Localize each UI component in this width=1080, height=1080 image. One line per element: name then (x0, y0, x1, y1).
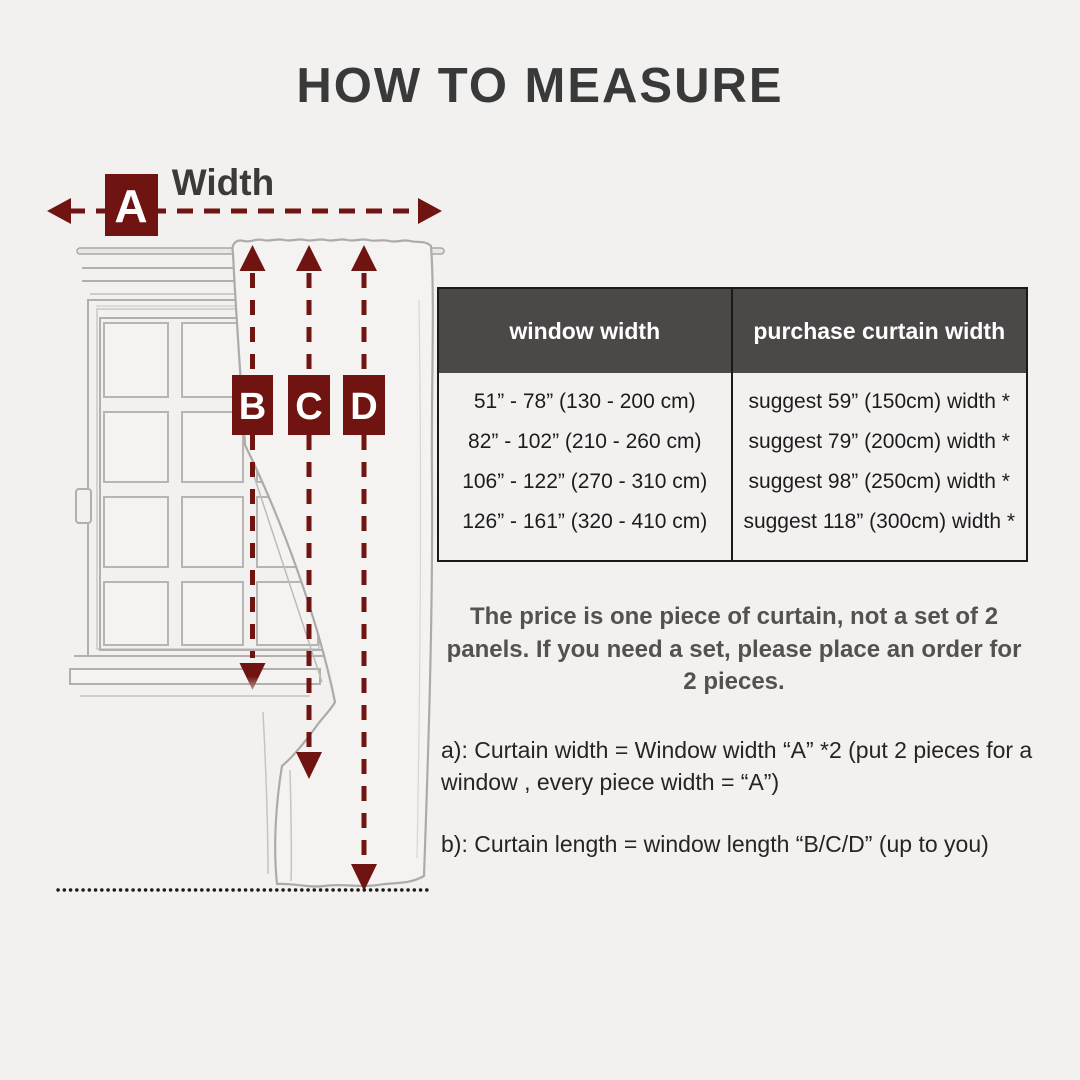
measure-notes (441, 735, 1041, 861)
price-note: The price is one piece of curtain, not a set of 2 panels. If you need a set, please place an order for 2 pieces. (446, 603, 1022, 695)
header-window-width: window width (439, 289, 733, 373)
table-cell: 106” - 122” (270 - 310 cm) (462, 470, 708, 493)
table-cell: 51” - 78” (130 - 200 cm) (473, 390, 696, 413)
size-table (437, 287, 1028, 562)
note-curtain-length: b): Curtain length = window length “B/C/D” (up to you) (441, 831, 989, 857)
table-cell: 82” - 102” (210 - 260 cm) (468, 430, 702, 453)
arrowhead-left (47, 198, 71, 224)
width-label: Width (171, 162, 275, 203)
column-window-width (439, 373, 733, 560)
page-title: HOW TO MEASURE (296, 59, 784, 113)
size-table-header (439, 289, 1026, 373)
marker-d-label: D (350, 386, 378, 428)
header-purchase-width: purchase curtain width (753, 317, 1006, 344)
note-curtain-width: a): Curtain width = Window width “A” *2 (put 2 pieces for a window , every piece width = “A”) (441, 737, 1033, 795)
column-purchase-width (733, 373, 1027, 560)
measurement-diagram (30, 140, 470, 920)
table-cell: suggest 118” (300cm) width * (743, 510, 1016, 533)
marker-a-label: A (114, 180, 148, 232)
size-table-body (439, 373, 1026, 560)
table-cell: suggest 79” (200cm) width * (748, 430, 1010, 453)
marker-c-label: C (295, 386, 323, 428)
window-handle (76, 489, 91, 523)
arrowhead-right (418, 198, 442, 224)
table-cell: suggest 98” (250cm) width * (748, 470, 1010, 493)
table-cell: 126” - 161” (320 - 410 cm) (462, 510, 708, 533)
table-cell: suggest 59” (150cm) width * (748, 390, 1010, 413)
marker-b-label: B (238, 386, 267, 428)
